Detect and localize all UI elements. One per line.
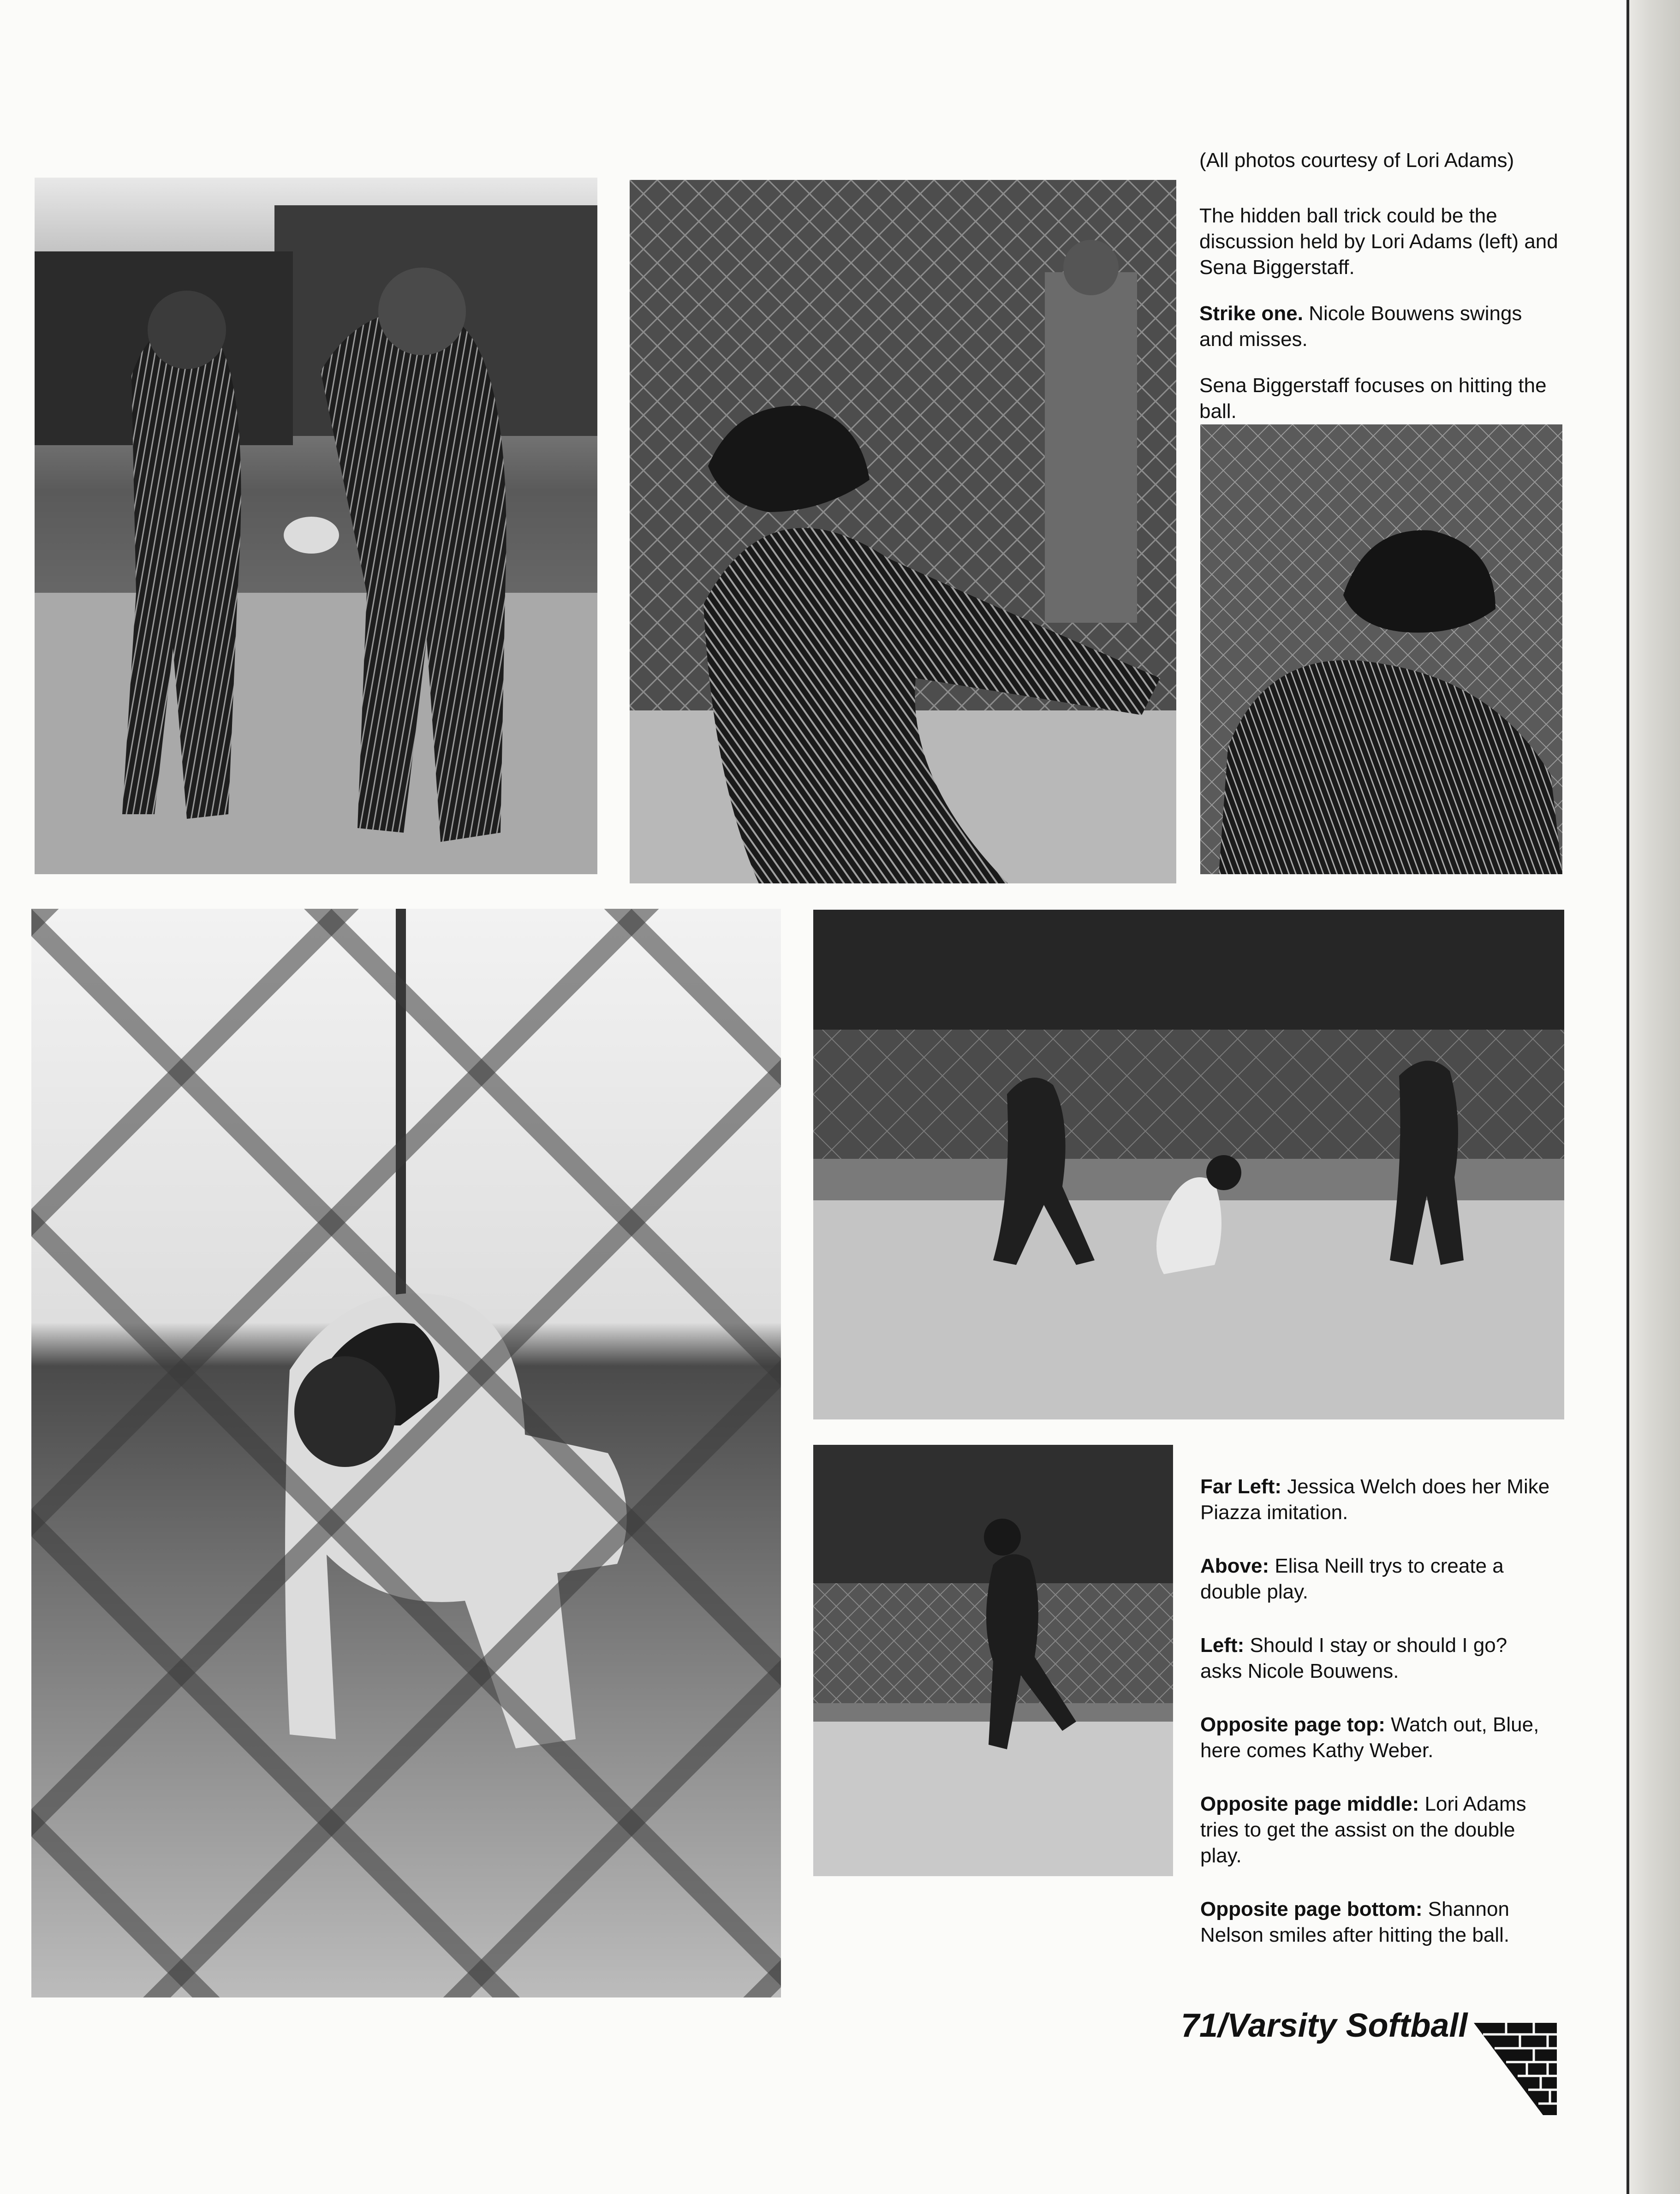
photo-players-conversation <box>35 178 597 874</box>
caption-opposite-middle: Opposite page middle: Lori Adams tries to get the assist on the double play. <box>1200 1793 1526 1867</box>
top-captions <box>1199 203 1559 445</box>
caption-above: Above: Elisa Neill trys to create a double play. <box>1200 1555 1504 1603</box>
caption-opposite-top: Opposite page top: Watch out, Blue, here comes Kathy Weber. <box>1200 1713 1539 1762</box>
caption-far-left: Far Left: Jessica Welch does her Mike Piazza imitation. <box>1200 1475 1550 1524</box>
photo-runner <box>813 1445 1173 1876</box>
caption-focus-hitting: Sena Biggerstaff focuses on hitting the ball. <box>1199 374 1547 423</box>
caption-left: Left: Should I stay or should I go? asks Nicole Bouwens. <box>1200 1634 1507 1682</box>
photo-catcher-through-fence <box>31 909 781 1997</box>
photo-double-play <box>813 910 1564 1419</box>
photo-credit <box>1199 148 1559 173</box>
bottom-captions <box>1200 1474 1551 1948</box>
caption-strike-one: Strike one. Nicole Bouwens swings and misses. <box>1199 302 1522 351</box>
caption-opposite-bottom: Opposite page bottom: Shannon Nelson smiles after hitting the ball. <box>1200 1898 1510 1946</box>
photo-batter-closeup <box>1200 424 1562 874</box>
page-edge <box>1626 0 1680 2194</box>
photo-batter-swing <box>630 180 1176 883</box>
page-folio: 71/Varsity Softball <box>1181 2007 1468 2044</box>
credit-text: (All photos courtesy of Lori Adams) <box>1199 149 1514 172</box>
caption-hidden-ball: The hidden ball trick could be the discussion held by Lori Adams (left) and Sena Biggerstaff. <box>1199 204 1558 279</box>
brick-wall-icon <box>1474 2023 1557 2115</box>
